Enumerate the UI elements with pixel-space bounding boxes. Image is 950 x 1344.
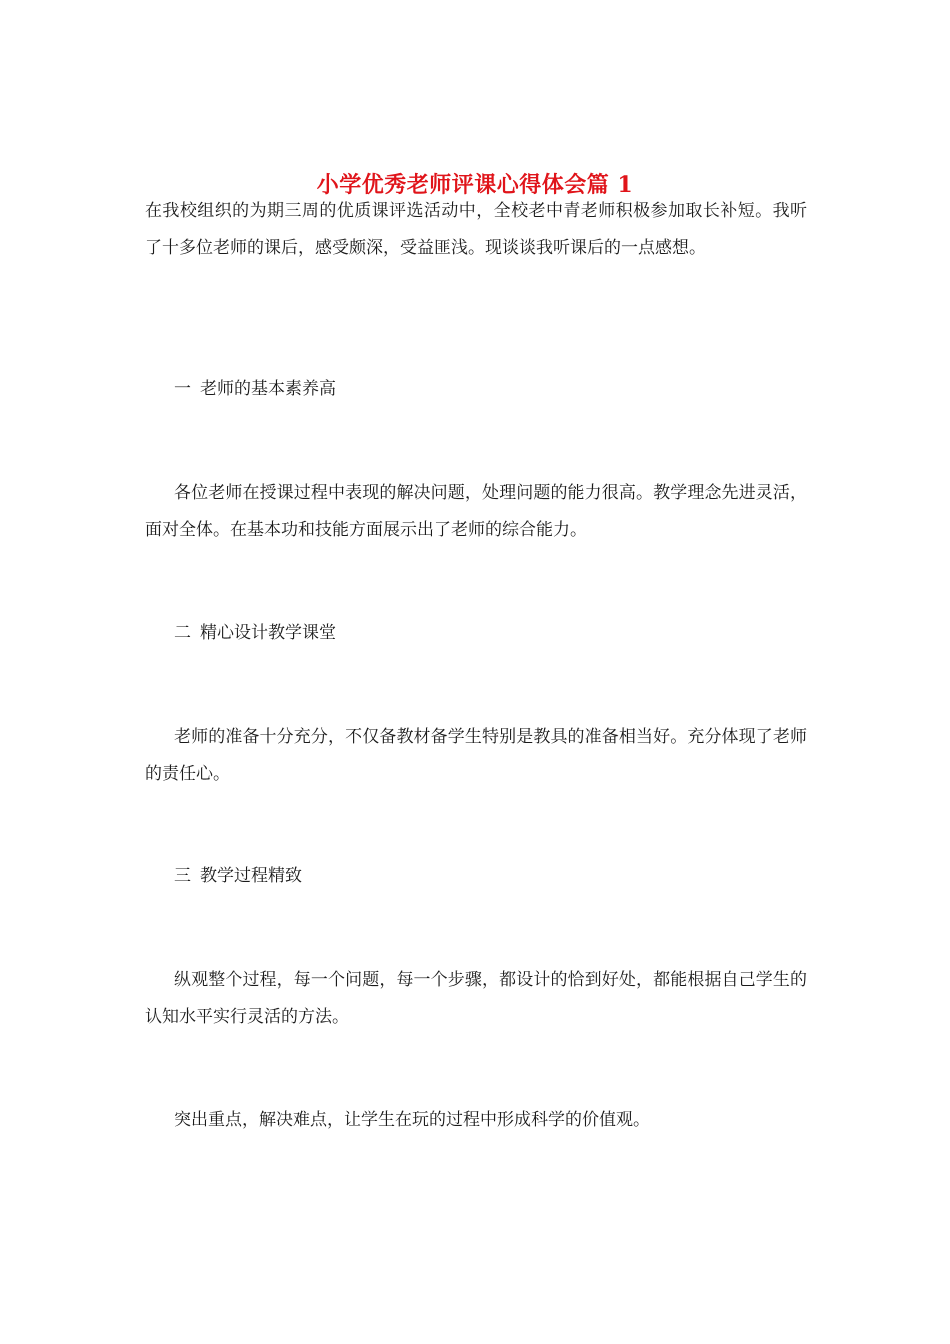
- section-number-2: 二: [174, 623, 191, 643]
- section-3-paragraph-2: 突出重点，解决难点，让学生在玩的过程中形成科学的价值观。: [174, 1110, 650, 1130]
- intro-paragraph: 在我校组织的为期三周的优质课评选活动中，全校老中青老师积极参加取长补短。我听了十多位老师的课后，感受颇深，受益匪浅。现谈谈我听课后的一点感想。: [145, 201, 807, 258]
- section-3-paragraph-1: 纵观整个过程，每一个问题，每一个步骤，都设计的恰到好处，都能根据自己学生的认知水平实行灵活的方法。: [145, 970, 807, 1027]
- section-title-1: 老师的基本素养高: [200, 379, 336, 399]
- document-title: 小学优秀老师评课心得体会篇 1: [316, 171, 634, 198]
- section-heading-2: [174, 615, 336, 652]
- section-number-3: 三: [174, 866, 191, 886]
- section-heading-3: [174, 858, 302, 895]
- section-title-3: 教学过程精致: [200, 866, 302, 886]
- section-title-2: 精心设计教学课堂: [200, 623, 336, 643]
- section-heading-1: [174, 371, 336, 408]
- section-number-1: 一: [174, 379, 191, 399]
- section-2-paragraph-1: 老师的准备十分充分，不仅备教材备学生特别是教具的准备相当好。充分体现了老师的责任心。: [145, 727, 807, 784]
- section-1-paragraph-1: 各位老师在授课过程中表现的解决问题，处理问题的能力很高。教学理念先进灵活，面对全体。在基本功和技能方面展示出了老师的综合能力。: [145, 483, 807, 540]
